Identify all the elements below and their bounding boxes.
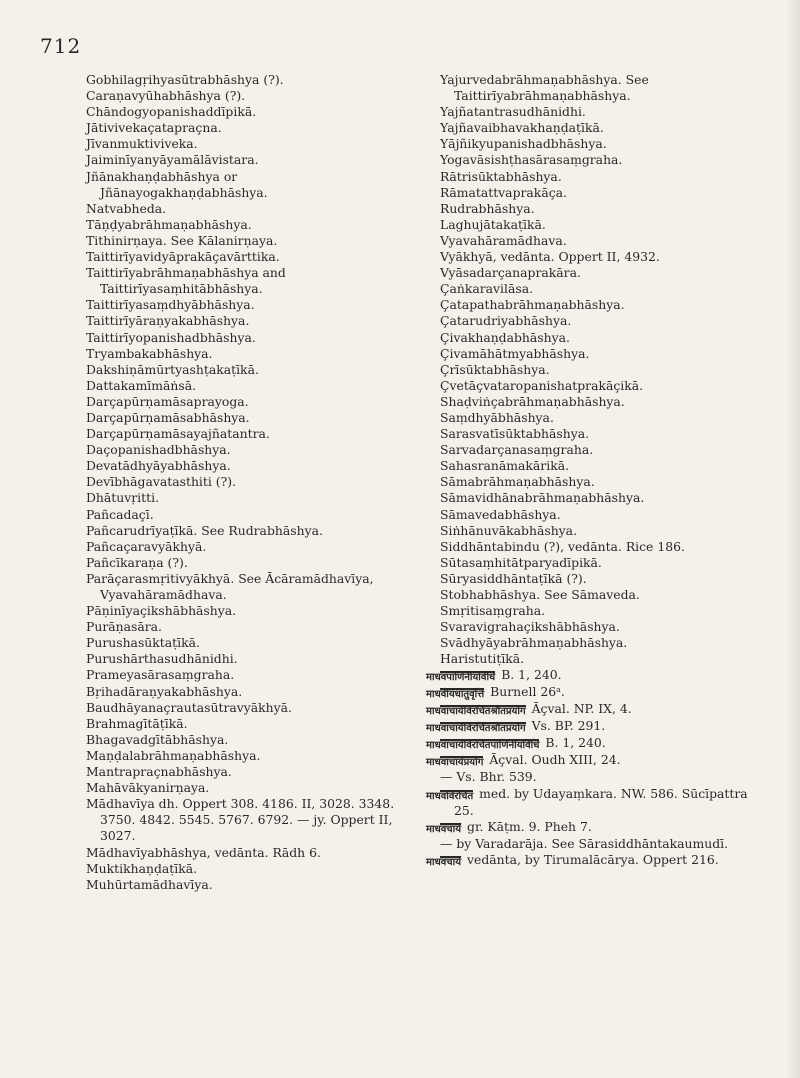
entry-text: — by Varadarāja. See Sārasiddhāntakaumudī. bbox=[440, 835, 729, 851]
index-entry: Taittirīyabrāhmaṇabhāshya and Taittirīyasaṃhitābhāshya. bbox=[86, 265, 286, 297]
index-entry: Bhagavadgītābhāshya. bbox=[86, 731, 229, 747]
index-entry bbox=[440, 507, 770, 523]
index-entry: Taittirīyavidyāprakāçavārttika. bbox=[86, 249, 280, 265]
index-entry: Tithinirṇaya. See Kālanirṇaya. bbox=[86, 232, 278, 248]
index-entry bbox=[440, 201, 770, 217]
index-entry: Pañcarudrīyaṭīkā. See Rudrabhāshya. bbox=[86, 522, 323, 538]
entry-text: med. by Udayaṃkara. NW. 586. Sūcīpattra 25. bbox=[454, 785, 748, 818]
index-entry bbox=[440, 539, 770, 555]
index-entry: Brahmagītāṭīkā. bbox=[86, 715, 188, 731]
index-entry bbox=[440, 651, 770, 667]
entry-text: Siddhāntabindu (?), vedānta. Rice 186. bbox=[440, 538, 685, 554]
index-entry bbox=[440, 72, 770, 104]
devanagari-heading: माधवाचार्यविरचितश्रौतप्रयोग bbox=[426, 723, 526, 735]
index-entry bbox=[440, 426, 770, 442]
index-entry bbox=[426, 667, 770, 684]
entry-text: Yajñatantrasudhānidhi. bbox=[440, 104, 586, 120]
index-entry: Pañcaçaravyākhyā. bbox=[86, 538, 207, 554]
entry-text: B. 1, 240. bbox=[545, 735, 606, 751]
devanagari-heading: माधवाचार्यविरचितश्रौतप्रयोग bbox=[426, 706, 526, 718]
index-entry bbox=[440, 378, 770, 394]
entry-text: Vyākhyā, vedānta. Oppert II, 4932. bbox=[440, 249, 660, 265]
index-entry: Devatādhyāyabhāshya. bbox=[86, 458, 231, 474]
index-entry: Tāṇḍyabrāhmaṇabhāshya. bbox=[86, 216, 252, 232]
index-entry bbox=[440, 442, 770, 458]
index-entry: Dhātuvṛitti. bbox=[86, 490, 160, 506]
index-entry bbox=[440, 265, 770, 281]
index-entry bbox=[440, 233, 770, 249]
entry-text: — Vs. Bhr. 539. bbox=[440, 769, 537, 785]
devanagari-heading: माधवाचार्यप्रयोग bbox=[426, 757, 484, 769]
index-entry bbox=[426, 851, 770, 869]
index-entry bbox=[440, 169, 770, 185]
index-entry bbox=[440, 635, 770, 651]
index-entry bbox=[426, 684, 770, 701]
index-entry bbox=[440, 458, 770, 474]
entry-text: Sarvadarçanasaṃgraha. bbox=[440, 442, 594, 458]
index-entry bbox=[426, 752, 770, 769]
index-entry: Taittirīyasaṃdhyābhāshya. bbox=[86, 297, 255, 313]
index-entry: Jīvanmuktiviveka. bbox=[86, 136, 198, 152]
devanagari-heading: माधवाचार्यविरचितपाणिनीयविधि bbox=[426, 740, 540, 752]
entry-text: vedānta, by Tirumalācārya. Oppert 216. bbox=[467, 851, 719, 867]
entry-text: Āçval. NP. IX, 4. bbox=[531, 701, 632, 717]
entry-text: Haristutiṭīkā. bbox=[440, 651, 525, 667]
index-entry bbox=[440, 330, 770, 346]
entry-text: Svaravigrahaçikshābhāshya. bbox=[440, 619, 620, 635]
index-entry: Tryambakabhāshya. bbox=[86, 345, 213, 361]
index-entry: Natvabheda. bbox=[86, 200, 167, 216]
index-entry bbox=[440, 249, 770, 265]
index-entry bbox=[440, 104, 770, 120]
index-entry: Baudhāyanaçrautasūtravyākhyā. bbox=[86, 699, 292, 715]
index-entry bbox=[440, 313, 770, 329]
index-entry: Jaiminīyanyāyamālāvistara. bbox=[86, 152, 259, 168]
entry-text: Svādhyāyabrāhmaṇabhāshya. bbox=[440, 635, 628, 651]
index-entry bbox=[440, 394, 770, 410]
index-entry: Caraṇavyūhabhāshya (?). bbox=[86, 88, 246, 104]
entry-text: Burnell 26ᵃ. bbox=[490, 684, 565, 700]
entry-text: Sarasvatīsūktabhāshya. bbox=[440, 426, 590, 442]
entry-text: Çaṅkaravilāsa. bbox=[440, 281, 534, 297]
index-entry: Chāndogyopanishaddīpikā. bbox=[86, 104, 257, 120]
index-entry bbox=[440, 769, 770, 785]
index-entry: Jñānakhaṇḍabhāshya or Jñānayogakhaṇḍabhāshya. bbox=[86, 168, 268, 200]
index-entry bbox=[440, 136, 770, 152]
index-entry bbox=[440, 346, 770, 362]
entry-text: Çvetāçvataropanishatprakāçikā. bbox=[440, 377, 644, 393]
index-entry bbox=[440, 603, 770, 619]
index-entry: Purāṇasāra. bbox=[86, 619, 162, 635]
index-entry: Muhūrtamādhavīya. bbox=[86, 876, 213, 892]
index-entry: Parāçarasmṛitivyākhyā. See Ācāramādhavīya, Vyavahāramādhava. bbox=[86, 570, 374, 602]
left-column bbox=[86, 72, 402, 893]
index-entry bbox=[426, 735, 770, 752]
index-entry: Mādhavīyabhāshya, vedānta. Rādh 6. bbox=[86, 844, 321, 860]
entry-text: Çatapathabrāhmaṇabhāshya. bbox=[440, 297, 625, 313]
entry-text: Sāmabrāhmaṇabhāshya. bbox=[440, 474, 595, 490]
index-entry bbox=[440, 571, 770, 587]
index-entry: Pāṇinīyaçikshābhāshya. bbox=[86, 603, 237, 619]
entry-text: Çivakhaṇḍabhāshya. bbox=[440, 329, 570, 345]
index-entry bbox=[440, 619, 770, 635]
index-entry: Dattakamīmāṅsā. bbox=[86, 377, 197, 393]
index-entry bbox=[440, 410, 770, 426]
index-entry: Dakshiṇāmūrtyashṭakaṭīkā. bbox=[86, 361, 259, 377]
entry-text: Stobhabhāshya. See Sāmaveda. bbox=[440, 587, 640, 602]
page-edge-shadow bbox=[786, 0, 800, 1078]
index-entry bbox=[440, 587, 770, 603]
index-entry: Mādhavīya dh. Oppert 308. 4186. II, 3028. 3348. 3750. 4842. 5545. 5767. 6792. — jy. Oppert II, 3027. bbox=[86, 796, 395, 844]
entry-text: Çrīsūktabhāshya. bbox=[440, 361, 550, 377]
index-entry bbox=[440, 120, 770, 136]
index-entry bbox=[440, 362, 770, 378]
entry-text: Sahasranāmakārikā. bbox=[440, 458, 570, 474]
index-entry bbox=[440, 490, 770, 506]
index-entry bbox=[440, 297, 770, 313]
index-entry: Taittirīyopanishadbhāshya. bbox=[86, 329, 256, 345]
entry-text: Sāmavidhānabrāhmaṇabhāshya. bbox=[440, 490, 645, 506]
index-entry: Mantrapraçnabhāshya. bbox=[86, 764, 232, 780]
entry-text: Sāmavedabhāshya. bbox=[440, 506, 561, 522]
entry-text: Rāmatattvaprakāça. bbox=[440, 184, 567, 200]
index-entry bbox=[440, 185, 770, 201]
devanagari-heading: माधवविरचित bbox=[426, 790, 474, 802]
index-entry: Darçapūrṇamāsaprayoga. bbox=[86, 393, 249, 409]
entry-text: Vs. BP. 291. bbox=[531, 718, 606, 734]
index-entry bbox=[440, 523, 770, 539]
index-entry: Prameyasārasaṃgraha. bbox=[86, 667, 235, 683]
index-entry: Mahāvākyanirṇaya. bbox=[86, 780, 210, 796]
devanagari-heading: माधवपाणिनीयविधि bbox=[426, 672, 496, 684]
entry-text: Siṅhānuvākabhāshya. bbox=[440, 522, 578, 538]
entry-text: Sūryasiddhāntaṭīkā (?). bbox=[440, 570, 587, 586]
devanagari-heading: माधवचार्य bbox=[426, 823, 462, 835]
entry-text: Çatarudriyabhāshya. bbox=[440, 313, 572, 329]
right-column bbox=[426, 72, 770, 869]
index-entry: Bṛihadāraṇyakabhāshya. bbox=[86, 683, 243, 699]
entry-text: Āçval. Oudh XIII, 24. bbox=[489, 752, 621, 768]
index-entry: Pañcadaçī. bbox=[86, 506, 154, 522]
entry-text: Sūtasaṃhitātparyadīpikā. bbox=[440, 554, 602, 570]
entry-text: Saṃdhyābhāshya. bbox=[440, 409, 554, 425]
index-entry bbox=[440, 217, 770, 233]
entry-text: Rudrabhāshya. bbox=[440, 200, 535, 216]
page-number: 712 bbox=[40, 34, 82, 58]
entry-text: Yājñikyupanishadbhāshya. bbox=[440, 136, 607, 152]
entry-text: Yajñavaibhavakhaṇḍaṭīkā. bbox=[440, 120, 604, 136]
index-entry: Daçopanishadbhāshya. bbox=[86, 442, 231, 458]
index-entry: Muktikhaṇḍaṭīkā. bbox=[86, 860, 198, 876]
index-entry bbox=[426, 701, 770, 718]
index-entry bbox=[440, 152, 770, 168]
entry-text: B. 1, 240. bbox=[501, 667, 562, 683]
entry-text: Shaḍviṅçabrāhmaṇabhāshya. bbox=[440, 393, 625, 409]
index-entry: Devībhāgavatasthiti (?). bbox=[86, 474, 237, 490]
index-entry bbox=[440, 836, 770, 852]
entry-text: Laghujātakaṭīkā. bbox=[440, 216, 546, 232]
devanagari-heading: माधवचार्य bbox=[426, 856, 462, 868]
entry-text: Yajurvedabrāhmaṇabhāshya. See Taittirīyabrāhmaṇabhāshya. bbox=[440, 72, 649, 104]
index-entry: Darçapūrṇamāsayajñatantra. bbox=[86, 426, 270, 442]
index-entry bbox=[440, 281, 770, 297]
entry-text: Vyavahāramādhava. bbox=[440, 232, 567, 248]
index-entry: Pañcīkaraṇa (?). bbox=[86, 554, 188, 570]
entry-text: gr. Kāṭm. 9. Pheh 7. bbox=[467, 818, 592, 834]
devanagari-heading: माधवीयधातुवृत्ति bbox=[426, 689, 485, 701]
index-entry bbox=[440, 474, 770, 490]
index-entry: Purushārthasudhānidhi. bbox=[86, 651, 238, 667]
index-entry: Jātivivekaçatapraçna. bbox=[86, 120, 222, 136]
index-entry: Maṇḍalabrāhmaṇabhāshya. bbox=[86, 747, 261, 763]
index-entry: Darçapūrṇamāsabhāshya. bbox=[86, 409, 250, 425]
index-entry: Taittirīyāraṇyakabhāshya. bbox=[86, 313, 250, 329]
entry-text: Çivamāhātmyabhāshya. bbox=[440, 345, 590, 361]
index-entry bbox=[426, 785, 770, 819]
entry-text: Rātrisūktabhāshya. bbox=[440, 168, 562, 184]
entry-text: Smṛitisaṃgraha. bbox=[440, 603, 546, 619]
index-entry: Purushasūktaṭīkā. bbox=[86, 635, 200, 651]
entry-text: Yogavāsishṭhasārasaṃgraha. bbox=[440, 152, 623, 168]
index-entry: Gobhilagṛihyasūtrabhāshya (?). bbox=[86, 72, 284, 87]
index-entry bbox=[426, 718, 770, 735]
index-entry bbox=[426, 818, 770, 836]
index-entry bbox=[440, 555, 770, 571]
entry-text: Vyāsadarçanaprakāra. bbox=[440, 265, 581, 281]
